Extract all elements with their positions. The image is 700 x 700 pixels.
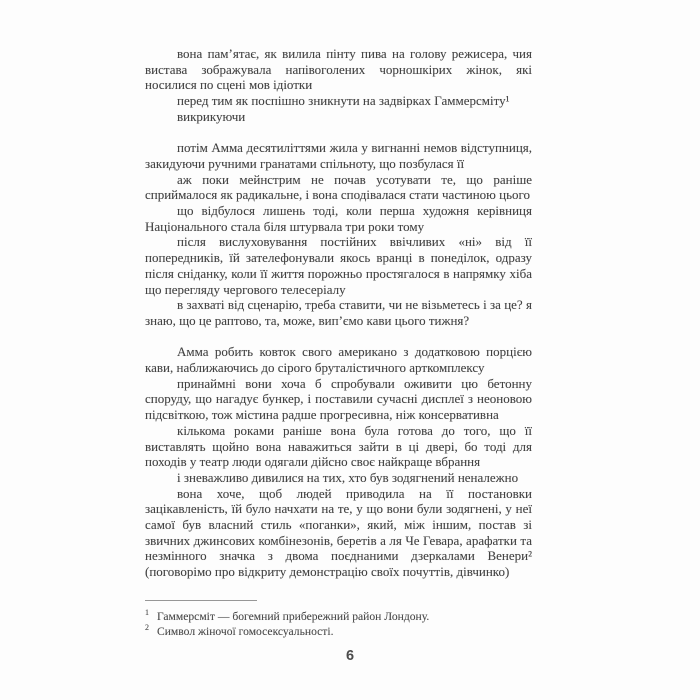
paragraph: принаймні вони хоча б спробували оживити цю бетонну споруду, що нагадує бункер, і поставили сучасні дисплеї з неоновою підсвіткою, тож містина радше прогресивна, ніж консервативна (145, 375, 532, 423)
paragraph: вона хоче, щоб людей приводила на її постановки зацікавленість, їй було начхати на те, у що вони були зодягнені, у неї самої був власний стиль «поганки», який, між іншим, постав зі звичних джинсових комбінезонів, беретів а ля Че Гевара, арафатки та незмінного значка з двома поєднаними дзеркалами Венери² (поговорімо про відкриту демонстрацію своїх почуттів, дівчинко) (145, 485, 532, 580)
paragraph: вона пам’ятає, як вилила пінту пива на голову режисера, чия вистава зображувала напівоголених чорношкірих жінок, які носилися по сцені мов ідіотки (145, 46, 532, 93)
page-number: 6 (345, 648, 355, 664)
paragraph: перед тим як поспішно зникнути на задвірках Гаммерсміту¹ (177, 93, 510, 109)
footnote-text: Символ жіночої гомосексуальності. (157, 625, 334, 639)
footnote-text: Гаммерсміт — богемний прибережний район Лондону. (157, 610, 430, 623)
paragraph: і зневажливо дивилися на тих, хто був зодягнений неналежно (177, 469, 519, 485)
paragraph: потім Амма десятиліттями жила у вигнанні немов відступниця, закидуючи ручними гранатами спільноту, що позбулася її (145, 140, 532, 171)
footnote-divider (145, 600, 257, 601)
body-text (145, 46, 532, 580)
paragraph: в захваті від сценарію, треба ставити, чи не візьметесь і за це? я знаю, що це раптово, та, може, вип’ємо кави цього тижня? (145, 297, 532, 328)
footnotes-section (145, 600, 532, 639)
paragraph: Амма робить ковток свого американо з додатковою порцією кави, наближаючись до сірого бруталістичного арткомплексу (145, 344, 532, 376)
paragraph: після вислуховування постійних ввічливих «ні» від її попередників, їй зателефонували якось вранці в понеділок, одразу після сніданку, коли її життя порожньо простягалося в напрямку хіба що перегляду чергового телесеріалу (145, 234, 532, 297)
paragraph: що відбулося лишень тоді, коли перша художня керівниця Національного стала біля штурвала три роки тому (145, 203, 532, 234)
footnote (145, 609, 532, 624)
paragraph: аж поки мейнстрим не почав усотувати те, що раніше сприймалося як радикальне, і вона сподівалася стати частиною цього (145, 171, 532, 203)
footnote-marker: 2 (145, 623, 149, 633)
footnote (145, 624, 532, 639)
paragraph: викрикуючи (177, 108, 246, 124)
paragraph: кількома роками раніше вона була готова до того, що її виставлять щойно вона наважиться зайти в ці двері, бо тоді для походів у театр люди одягали дійсно своє найкраще вбрання (145, 422, 532, 470)
footnote-marker: 1 (145, 608, 149, 618)
